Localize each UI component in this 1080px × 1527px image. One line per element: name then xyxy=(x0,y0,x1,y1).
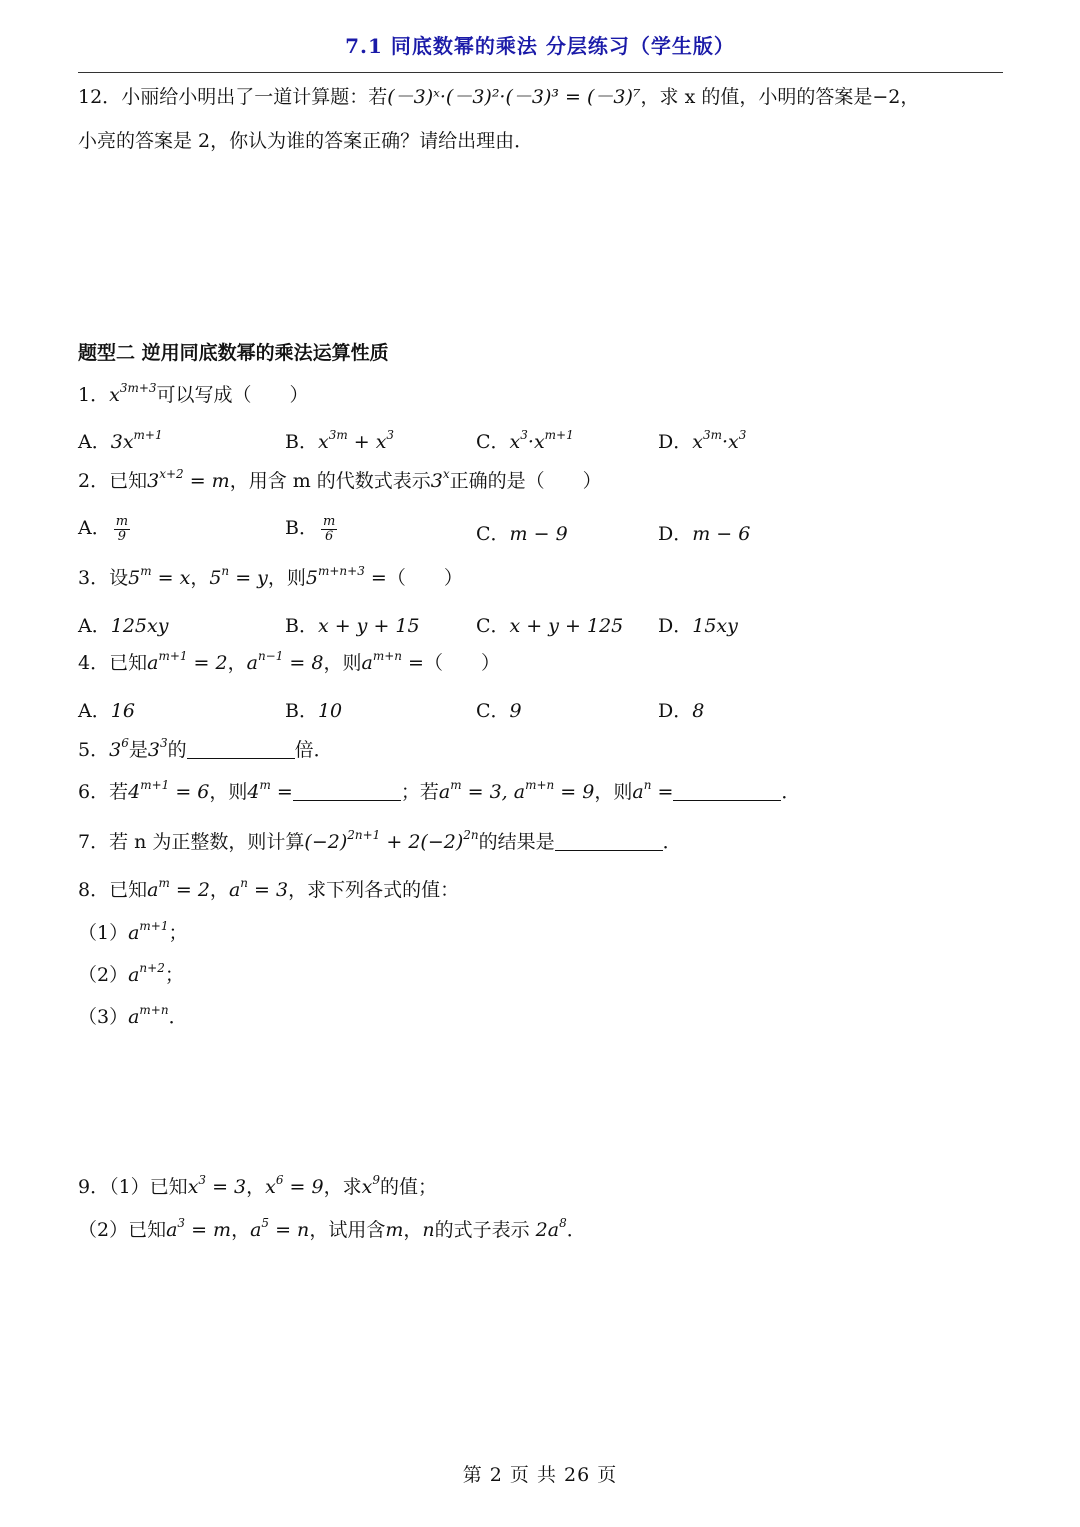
q4-option-c[interactable] xyxy=(476,696,522,723)
question-number: 4． xyxy=(78,652,110,674)
math-base: 5 xyxy=(128,567,141,589)
question-8-stem xyxy=(78,876,460,902)
math-base: x xyxy=(509,431,521,453)
page-header-title: 7.1 同底数幂的乘法 分层练习（学生版） xyxy=(345,34,735,58)
option-text: 16 xyxy=(110,700,135,722)
option-label: B． xyxy=(285,700,318,722)
option-label: D． xyxy=(658,431,693,453)
separator: ， xyxy=(231,1219,251,1241)
math-exponent: 5 xyxy=(261,1216,270,1230)
punctuation: ． xyxy=(566,1219,586,1241)
part-label: （1） xyxy=(78,922,129,944)
math-exponent: 3 xyxy=(386,428,395,442)
part-label: （2） xyxy=(78,964,129,986)
math-exponent: n xyxy=(221,564,230,578)
question-text: 是 xyxy=(128,739,148,761)
option-label: B． xyxy=(285,431,318,453)
math-exponent: x+2 xyxy=(159,467,184,481)
math-base: a xyxy=(147,652,159,674)
question-number: 3． xyxy=(78,567,110,589)
math-exponent: m+n xyxy=(372,649,402,663)
math-base: 5 xyxy=(209,567,222,589)
section-title: 题型二 逆用同底数幂的乘法运算性质 xyxy=(78,342,389,364)
math-equation: = m xyxy=(185,1219,232,1241)
separator: ， xyxy=(209,879,229,901)
question-6 xyxy=(78,778,801,804)
math-base: a xyxy=(513,781,526,803)
math-base: x xyxy=(317,431,329,453)
question-text: 设 xyxy=(109,567,129,589)
q1-option-c[interactable] xyxy=(476,427,574,454)
part-label: （3） xyxy=(78,1006,129,1028)
math-base: x xyxy=(533,431,545,453)
question-8-part-3 xyxy=(78,1003,188,1029)
separator: ， xyxy=(227,652,247,674)
math-exponent: 2n xyxy=(463,828,479,842)
math-exponent: m xyxy=(140,564,152,578)
math-exponent: 3 xyxy=(159,736,168,750)
answer-blank[interactable] xyxy=(293,782,401,801)
option-text: 125xy xyxy=(110,615,169,637)
math-base: a xyxy=(250,1219,262,1241)
option-text: 10 xyxy=(317,700,343,722)
math-base: a xyxy=(166,1219,178,1241)
math-equation: = m xyxy=(183,470,230,492)
math-base: 4 xyxy=(128,781,141,803)
math-exponent: m+n xyxy=(139,1003,169,1017)
math-exponent: m+1 xyxy=(140,778,170,792)
question-text: 的 xyxy=(167,739,187,761)
math-exponent: m+1 xyxy=(133,428,163,442)
separator: ， xyxy=(190,567,210,589)
question-text: ． xyxy=(662,831,682,853)
question-number: 6． xyxy=(78,781,110,803)
math-base: x xyxy=(187,1176,199,1198)
question-text: 已知 xyxy=(109,879,148,901)
question-text: 若 xyxy=(109,781,129,803)
math-equation: = 9 xyxy=(554,781,595,803)
math-exponent: 3m xyxy=(328,428,348,442)
math-base: 3 xyxy=(109,739,122,761)
question-number: 7． xyxy=(78,831,110,853)
fraction xyxy=(321,515,337,544)
question-text: 小丽给小明出了一道计算题：若 xyxy=(121,86,388,108)
fraction-denominator: 9 xyxy=(117,528,127,544)
question-text: ，用含 m 的代数式表示 xyxy=(229,470,431,492)
q4-option-b[interactable] xyxy=(285,696,342,723)
math-base: a xyxy=(128,1006,140,1028)
question-1-stem xyxy=(78,381,309,407)
q4-option-a[interactable] xyxy=(78,696,135,723)
math-base: 2a xyxy=(535,1219,560,1241)
option-text: x + y + 15 xyxy=(317,615,420,637)
math-equation: = 8 xyxy=(283,652,324,674)
math-equation: = xyxy=(270,781,293,803)
punctuation: ． xyxy=(168,1006,188,1028)
q1-option-b[interactable] xyxy=(285,427,394,454)
question-5 xyxy=(78,736,333,762)
question-text: ，试用含 xyxy=(309,1219,386,1241)
option-label: A． xyxy=(78,700,111,722)
math-base: (−2) xyxy=(420,831,464,853)
question-12-line-1 xyxy=(78,86,919,109)
question-number: 12． xyxy=(78,86,122,108)
q3-option-b[interactable] xyxy=(285,611,420,638)
page-footer: 第 2 页 共 26 页 xyxy=(462,1464,618,1486)
option-text: 9 xyxy=(509,700,522,722)
option-label: C． xyxy=(476,523,510,545)
math-base: 5 xyxy=(305,567,318,589)
math-base: a xyxy=(632,781,644,803)
question-text: ，求下列各式的值： xyxy=(288,879,460,901)
question-number: 8． xyxy=(78,879,110,901)
question-text: ；若 xyxy=(400,781,439,803)
answer-blank[interactable] xyxy=(673,782,781,801)
question-text: （2）已知 xyxy=(78,1219,167,1241)
math-exponent: 2n+1 xyxy=(347,828,381,842)
question-text: （1）已知 xyxy=(109,1176,188,1198)
option-label: D． xyxy=(658,523,693,545)
question-2-stem xyxy=(78,467,602,493)
math-variable: m xyxy=(385,1219,404,1241)
option-text: x + y + 125 xyxy=(509,615,624,637)
math-exponent: 3 xyxy=(198,1173,207,1187)
q2-option-d[interactable] xyxy=(658,519,750,546)
q2-option-c[interactable] xyxy=(476,519,568,546)
question-9-part-1 xyxy=(78,1173,437,1199)
math-exponent: 3 xyxy=(177,1216,186,1230)
question-text: =（ ） xyxy=(364,567,463,589)
math-equation: = 6 xyxy=(169,781,210,803)
question-text: 正确的是（ ） xyxy=(449,470,602,492)
option-text: 8 xyxy=(692,700,705,722)
math-exponent: m+1 xyxy=(139,919,169,933)
question-3-stem xyxy=(78,564,463,590)
q1-option-a[interactable] xyxy=(78,427,163,454)
math-base: a xyxy=(361,652,373,674)
math-exponent: n+2 xyxy=(139,961,165,975)
option-label: D． xyxy=(658,615,693,637)
question-text: =（ ） xyxy=(401,652,500,674)
question-text: ． xyxy=(781,781,801,803)
option-label: C． xyxy=(476,431,510,453)
math-equation: = xyxy=(651,781,674,803)
fraction-numerator: m xyxy=(322,513,336,529)
fraction xyxy=(114,515,130,544)
math-operator: + 2 xyxy=(380,831,421,853)
math-exponent: 3 xyxy=(520,428,528,442)
option-label: A． xyxy=(78,517,111,539)
math-equation: = 3 xyxy=(248,879,289,901)
math-base: a xyxy=(246,652,258,674)
math-base: a xyxy=(128,964,140,986)
math-base: 4 xyxy=(247,781,260,803)
math-base: (−2) xyxy=(304,831,348,853)
math-exponent: 6 xyxy=(275,1173,284,1187)
math-base: 3 xyxy=(430,470,443,492)
question-7 xyxy=(78,828,682,854)
question-text: 的结果是 xyxy=(478,831,555,853)
math-exponent: 3 xyxy=(738,428,747,442)
option-label: B． xyxy=(285,517,318,539)
math-base: a xyxy=(147,879,159,901)
math-equation: = 9 xyxy=(283,1176,324,1198)
question-number: 1． xyxy=(78,384,110,406)
q2-option-b[interactable] xyxy=(285,513,340,544)
fraction-numerator: m xyxy=(115,513,129,529)
option-text: m − 6 xyxy=(692,523,751,545)
fraction-denominator: 6 xyxy=(324,528,334,544)
math-equation: = 3 xyxy=(206,1176,247,1198)
question-text: 若 n 为正整数，则计算 xyxy=(109,831,305,853)
math-base: a xyxy=(128,922,140,944)
separator: ， xyxy=(403,1219,423,1241)
math-base: 3x xyxy=(110,431,134,453)
option-label: C． xyxy=(476,700,510,722)
math-base: x xyxy=(361,1176,373,1198)
math-exponent: n xyxy=(240,876,248,890)
answer-blank[interactable] xyxy=(187,740,295,759)
math-exponent: m+1 xyxy=(544,428,574,442)
question-text: ，求 xyxy=(323,1176,362,1198)
math-base: 3 xyxy=(147,739,160,761)
q4-option-d[interactable] xyxy=(658,696,704,723)
question-number: 2． xyxy=(78,470,110,492)
math-exponent: 3m+3 xyxy=(119,381,157,395)
question-text: ，则 xyxy=(594,781,633,803)
math-base: x xyxy=(375,431,387,453)
math-base: a xyxy=(228,879,241,901)
header-divider xyxy=(78,72,1003,73)
math-exponent: 3m xyxy=(702,428,722,442)
option-label: A． xyxy=(78,615,111,637)
math-exponent: m+1 xyxy=(158,649,188,663)
math-exponent: m xyxy=(450,778,462,792)
math-exponent: m xyxy=(259,778,271,792)
question-8-part-2 xyxy=(78,961,184,987)
question-text: ，则 xyxy=(209,781,248,803)
math-equation: = 3, xyxy=(461,781,514,803)
q1-option-d[interactable] xyxy=(658,427,746,454)
math-exponent: m+n xyxy=(525,778,555,792)
question-text: ，则 xyxy=(267,567,306,589)
math-equation: = n xyxy=(269,1219,310,1241)
math-exponent: 8 xyxy=(559,1216,567,1230)
math-equation: = y xyxy=(229,567,268,589)
option-label: B． xyxy=(285,615,318,637)
equation: (－3)ˣ·(－3)²·(－3)³ = (－3)⁷ xyxy=(387,86,641,108)
question-text: ，求 x 的值，小明的答案是−2， xyxy=(640,86,920,108)
option-label: A． xyxy=(78,431,111,453)
math-operator: · xyxy=(721,431,729,453)
math-equation: = 2 xyxy=(169,879,210,901)
question-text: 可以写成（ ） xyxy=(156,384,309,406)
math-equation: = x xyxy=(151,567,191,589)
question-8-part-1 xyxy=(78,919,188,945)
math-operator: + xyxy=(347,431,376,453)
separator: ， xyxy=(246,1176,266,1198)
question-9-part-2 xyxy=(78,1216,586,1242)
math-exponent: 6 xyxy=(121,736,129,750)
math-operator: · xyxy=(527,431,534,453)
option-label: D． xyxy=(658,700,693,722)
punctuation: ； xyxy=(168,922,188,944)
q3-option-c[interactable] xyxy=(476,611,623,638)
math-exponent: x xyxy=(442,467,450,481)
math-exponent: n−1 xyxy=(257,649,284,663)
question-text: 的值； xyxy=(379,1176,437,1198)
math-equation: = 2 xyxy=(187,652,228,674)
math-exponent: m+n+3 xyxy=(318,564,365,578)
question-number: 9． xyxy=(78,1176,110,1198)
q3-option-a[interactable] xyxy=(78,611,168,638)
question-text: 的式子表示 xyxy=(434,1219,536,1241)
math-base: a xyxy=(438,781,451,803)
math-exponent: n xyxy=(643,778,652,792)
question-4-stem xyxy=(78,649,500,675)
question-text: ，则 xyxy=(323,652,362,674)
math-base: x xyxy=(728,431,739,453)
q3-option-d[interactable] xyxy=(658,611,738,638)
math-exponent: 9 xyxy=(372,1173,380,1187)
math-base: 3 xyxy=(147,470,160,492)
math-exponent: m xyxy=(158,876,170,890)
punctuation: ； xyxy=(164,964,184,986)
math-variable: n xyxy=(422,1219,435,1241)
question-text: 倍． xyxy=(294,739,333,761)
q2-option-a[interactable] xyxy=(78,513,133,544)
question-text: 已知 xyxy=(109,652,148,674)
math-base: x xyxy=(265,1176,276,1198)
option-text: 15xy xyxy=(692,615,738,637)
question-text: 已知 xyxy=(109,470,148,492)
question-number: 5． xyxy=(78,739,110,761)
option-label: C． xyxy=(476,615,510,637)
math-base: x xyxy=(109,384,120,406)
option-text: m − 9 xyxy=(509,523,568,545)
question-12-line-2: 小亮的答案是 2，你认为谁的答案正确？请给出理由． xyxy=(78,130,534,152)
answer-blank[interactable] xyxy=(555,832,663,851)
math-base: x xyxy=(692,431,703,453)
